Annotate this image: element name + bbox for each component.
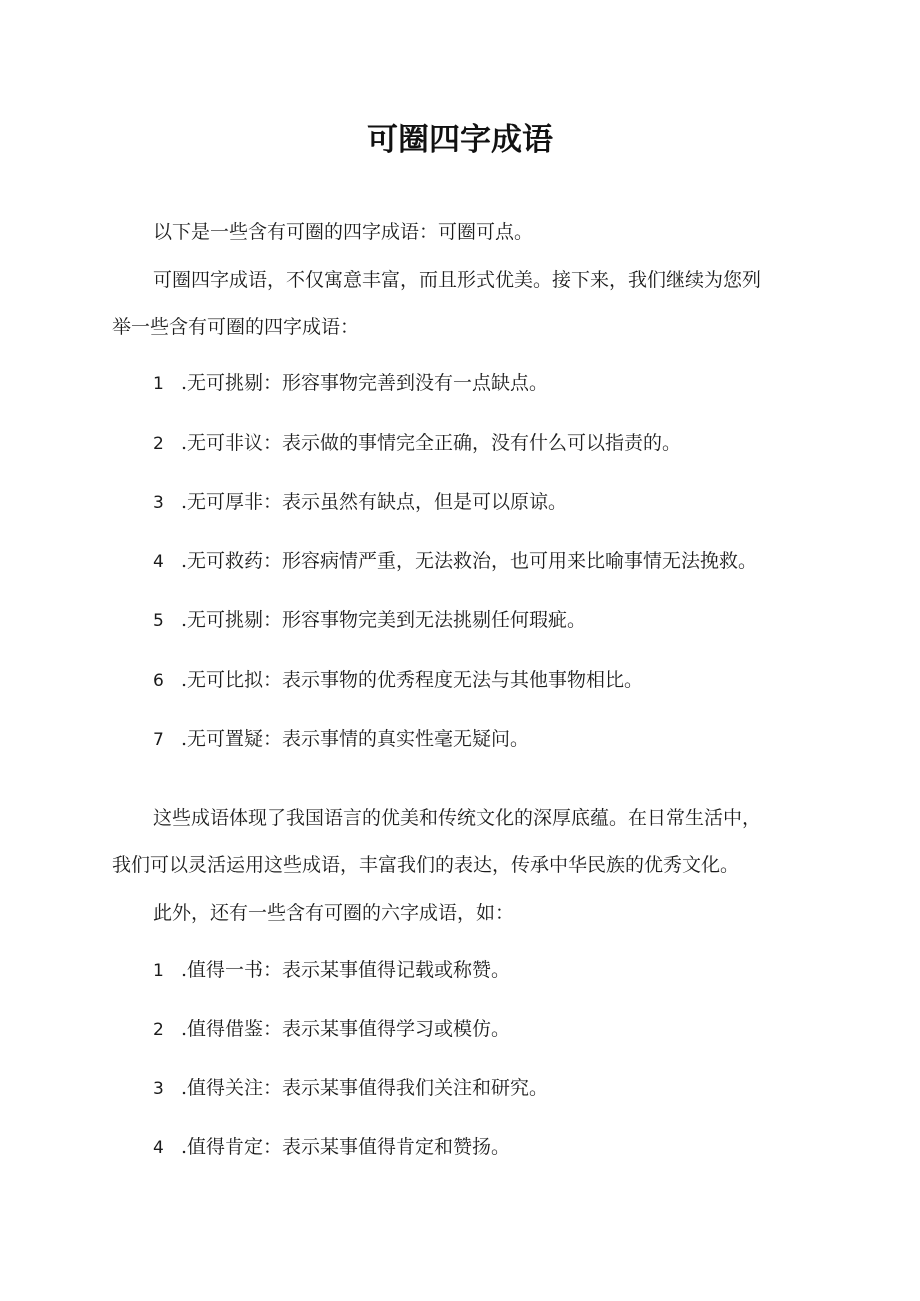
list-item-text: .无可挑剔：形容事物完善到没有一点缺点。 (181, 372, 549, 394)
paragraph-4: 此外，还有一些含有可圈的六字成语，如： (153, 902, 515, 924)
list-item-number: 7 (153, 730, 164, 750)
list-item-text: .值得肯定：表示某事值得肯定和赞扬。 (181, 1136, 511, 1158)
list-item (153, 956, 853, 985)
list-item-number: 6 (153, 671, 164, 691)
page-title: 可圈四字成语 (367, 122, 553, 158)
list-item-number: 1 (153, 374, 164, 394)
list-item-text: .无可置疑：表示事情的真实性毫无疑问。 (181, 728, 530, 750)
list-item (153, 547, 853, 576)
list-item-number: 2 (153, 1020, 164, 1040)
paragraph-3-line-1: 这些成语体现了我国语言的优美和传统文化的深厚底蕴。在日常生活中， (153, 807, 762, 829)
list-item (153, 488, 853, 517)
list-item-text: .值得关注：表示某事值得我们关注和研究。 (181, 1077, 549, 1099)
list-item-number: 4 (153, 1138, 164, 1158)
paragraph-2-line-2: 举一些含有可圈的四字成语： (112, 316, 360, 338)
list-item (153, 666, 853, 695)
list-item (153, 1133, 853, 1162)
list-item-text: .值得借鉴：表示某事值得学习或模仿。 (181, 1018, 511, 1040)
list-item-number: 3 (153, 1079, 164, 1099)
list-item (153, 1015, 853, 1044)
list-item-text: .无可救药：形容病情严重，无法救治，也可用来比喻事情无法挽救。 (181, 550, 758, 572)
list-item-text: .无可非议：表示做的事情完全正确，没有什么可以指责的。 (181, 432, 682, 454)
paragraph-3-line-2: 我们可以灵活运用这些成语，丰富我们的表达，传承中华民族的优秀文化。 (112, 854, 740, 876)
list-item-text: .无可比拟：表示事物的优秀程度无法与其他事物相比。 (181, 669, 644, 691)
list-item (153, 725, 853, 754)
list-item (153, 369, 853, 398)
list-item-text: .无可挑剔：形容事物完美到无法挑剔任何瑕疵。 (181, 609, 587, 631)
list-item-number: 2 (153, 434, 164, 454)
list-item (153, 429, 853, 458)
paragraph-2-line-1: 可圈四字成语，不仅寓意丰富，而且形式优美。接下来，我们继续为您列 (153, 269, 762, 291)
list-item-number: 5 (153, 611, 164, 631)
list-item-number: 4 (153, 552, 164, 572)
list-item (153, 606, 853, 635)
list-item-number: 1 (153, 961, 164, 981)
list-item-text: .无可厚非：表示虽然有缺点，但是可以原谅。 (181, 491, 568, 513)
list-item (153, 1074, 853, 1103)
list-item-number: 3 (153, 493, 164, 513)
intro-paragraph: 以下是一些含有可圈的四字成语：可圈可点。 (153, 221, 534, 243)
list-item-text: .值得一书：表示某事值得记载或称赞。 (181, 959, 511, 981)
